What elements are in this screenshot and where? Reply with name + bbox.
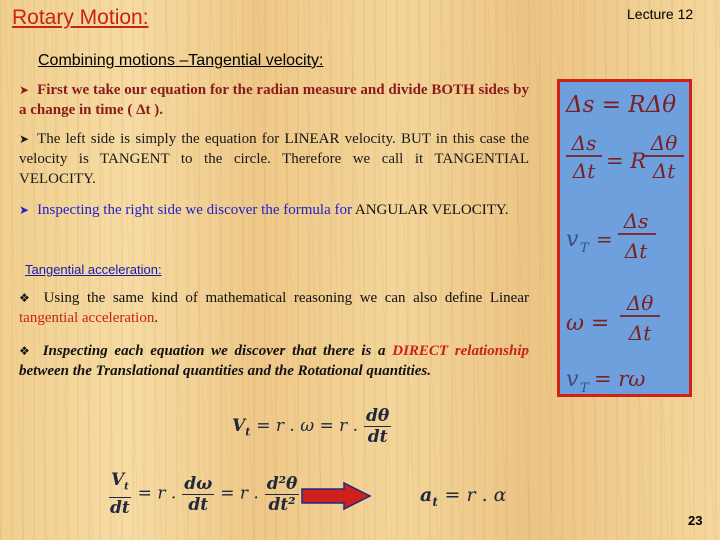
paragraph-linear-velocity: [19, 129, 529, 189]
p3-angular-velocity: ANGULAR VELOCITY: [354, 202, 505, 218]
p2-linear: LINEAR: [284, 131, 340, 147]
p3-text-a: Inspecting the right side we discover the formula for: [37, 202, 355, 218]
eq3-den: Δt: [624, 239, 648, 263]
f1-subscript: t: [245, 425, 251, 439]
eq2-num-left: Δs: [571, 131, 597, 155]
section-heading-tangential-velocity: Combining motions –Tangential velocity:: [38, 52, 324, 69]
f3-subscript: t: [432, 494, 438, 509]
page-number: 23: [688, 513, 703, 528]
f2-den1: dt: [110, 498, 130, 519]
p5-text-a: Inspecting each equation we discover that there is a: [42, 343, 393, 359]
f2-fraction-1: [108, 470, 132, 518]
formula-tangential-acceleration-derivation: [108, 470, 299, 518]
eq3-equals: =: [596, 227, 613, 251]
arrow-bullet-icon: ➤: [19, 132, 30, 146]
eq5-subscript: T: [580, 381, 589, 394]
eq3-subscript: T: [580, 241, 589, 256]
f3-rest: = r . α: [444, 484, 507, 506]
p5-direct-relationship: DIRECT relationship: [392, 343, 529, 359]
f2-num1-sub: t: [124, 481, 129, 493]
f1-mid: = r . ω = r .: [256, 416, 359, 436]
p4-text-a: Using the same kind of mathematical reasoning we can also define Linear: [43, 290, 529, 306]
p2-text-c: velocity.: [339, 131, 401, 147]
p1-text-c: ).: [154, 102, 163, 118]
eq3-num: Δs: [623, 209, 649, 233]
f2-mid1: = r .: [137, 483, 177, 504]
eq2-num-right: Δθ: [650, 131, 678, 155]
diamond-bullet-icon: ❖: [19, 344, 33, 358]
f2-num1: V: [110, 470, 125, 490]
eq4-den: Δt: [628, 321, 652, 345]
section-heading-tangential-acceleration: Tangential acceleration:: [25, 262, 162, 277]
p1-text-a: First we take our equation for the radian measure and divide BOTH sides by a change in time (: [19, 82, 529, 118]
paragraph-direct-relationship: [19, 341, 529, 381]
p2-text-e: in this case the velocity is: [19, 131, 529, 167]
equation-box-svg: [560, 82, 689, 394]
lecture-label: Lecture 12: [627, 6, 694, 22]
f2-den3: dt²: [268, 494, 296, 515]
formula-tangential-velocity: [232, 406, 391, 447]
arrow-bullet-icon: ➤: [19, 203, 30, 217]
arrow-bullet-icon: ➤: [19, 83, 30, 97]
p2-text-g: to the circle. Therefore we call it: [169, 151, 435, 167]
f2-fraction-3: [265, 474, 300, 515]
eq4-num: Δθ: [626, 291, 654, 315]
f1-num: dθ: [365, 406, 390, 426]
eq5-lhs: v: [566, 367, 579, 392]
f2-num2: dω: [184, 473, 213, 494]
paragraph-radian-measure: [19, 80, 529, 120]
f1-v: V: [232, 416, 246, 436]
f2-num3: d²θ: [266, 473, 298, 494]
f2-den2: dt: [188, 494, 209, 515]
p2-text-a: The left side is simply the equation for: [37, 131, 285, 147]
p4-tangential-acceleration: tangential acceleration: [19, 310, 155, 326]
p2-tangent: TANGENT: [100, 151, 170, 167]
eq2-equals: = R: [606, 149, 647, 173]
f3-a: a: [420, 484, 433, 506]
f2-fraction-2: [182, 474, 214, 515]
eq1-text: Δs = RΔθ: [566, 92, 677, 118]
p2-but: BUT: [400, 131, 431, 147]
paragraph-tangential-acceleration: [19, 288, 529, 328]
p5-text-c: between the Translational quantities and the Rotational quantities.: [19, 363, 432, 379]
p1-delta-t: Δt: [136, 102, 151, 118]
eq2-den-left: Δt: [572, 159, 596, 183]
f1-fraction: [364, 406, 391, 447]
f1-den: dt: [367, 427, 388, 447]
equation-box: [557, 79, 692, 397]
p2-text-i: .: [92, 171, 96, 187]
diamond-bullet-icon: ❖: [19, 291, 34, 305]
eq5-rhs: = rω: [594, 367, 646, 391]
eq3-lhs: v: [566, 227, 579, 252]
slide-title: Rotary Motion:: [12, 6, 149, 29]
formula-tangential-acceleration: [420, 484, 506, 509]
paragraph-angular-velocity: [19, 200, 529, 220]
p3-text-c: .: [504, 202, 509, 218]
eq2-den-right: Δt: [652, 159, 676, 183]
p2-tangential-velocity: TANGENTIAL VELOCITY: [19, 151, 529, 187]
right-arrow-icon: [300, 481, 372, 511]
eq4-lhs: ω =: [566, 311, 610, 336]
f2-mid2: = r .: [220, 483, 259, 504]
p4-text-c: .: [154, 310, 159, 326]
